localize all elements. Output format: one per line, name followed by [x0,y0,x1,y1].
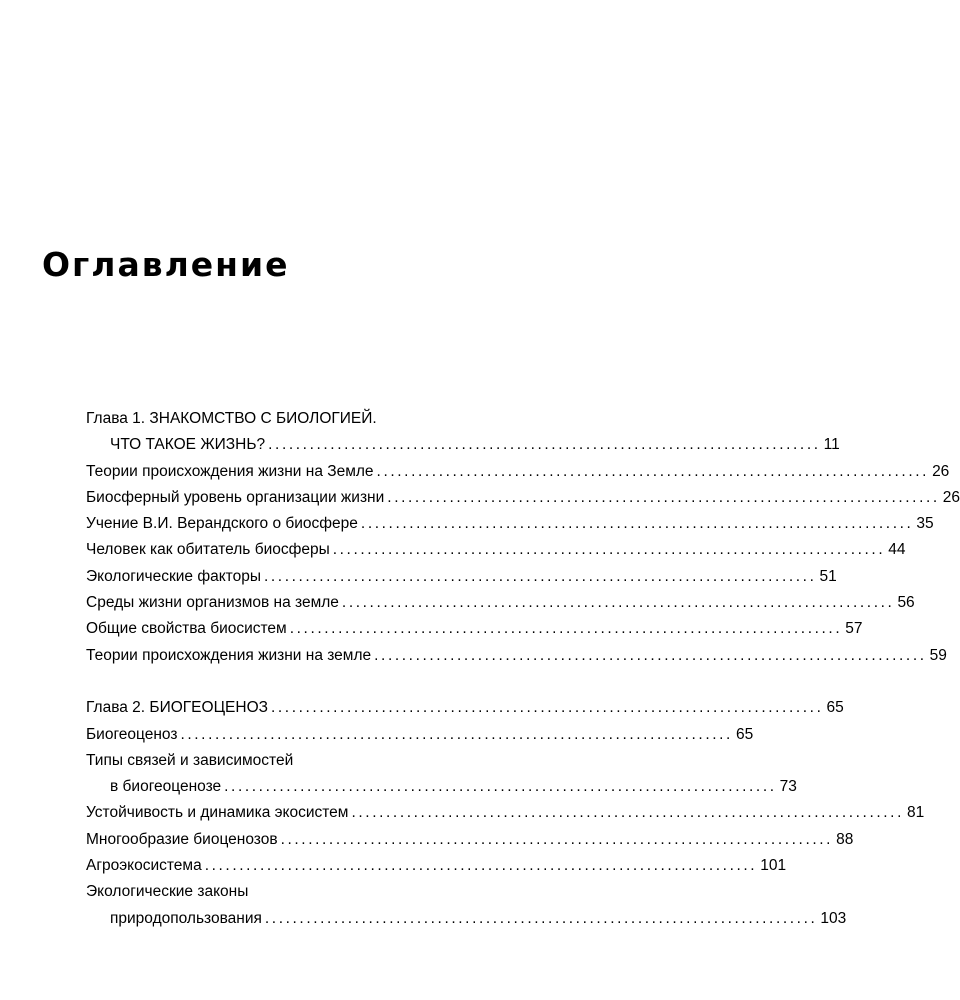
toc-entry[interactable] [86,537,906,563]
page-number: 56 [897,594,915,612]
dot-leader: ................................................................................ [374,646,927,664]
dot-leader: ................................................................................ [351,804,904,822]
page-number: 59 [929,646,947,664]
toc-entry[interactable] [86,485,960,511]
toc-entry-label-cont: природопользования [110,909,262,927]
chapter-1-title-cont[interactable] [86,432,840,458]
page-number: 81 [906,804,925,822]
toc-entry-label: Агроэкосистема [86,857,202,875]
chapter-1-title-line1: Глава 1. ЗНАКОМСТВО С БИОЛОГИЕЙ. [86,410,377,427]
chapter-2-title[interactable] [86,695,844,721]
toc-entry[interactable] [86,643,947,669]
page-number: 65 [826,699,844,717]
toc-entry-label: Экологические законы [86,883,249,901]
toc-entry-label: Теории происхождения жизни на земле [86,646,372,664]
toc-entry[interactable] [86,511,934,537]
chapter-1-title[interactable] [86,406,514,432]
toc-entry-label: Экологические факторы [86,567,261,585]
toc-entry-label: Устойчивость и динамика экосистем [86,804,349,822]
toc-entry-label: Биосферный уровень организации жизни [86,488,385,506]
page-number: 26 [932,462,950,480]
page-number: 11 [823,436,840,454]
dot-leader: ................................................................................ [224,778,777,796]
dot-leader: ................................................................................ [180,725,733,743]
toc-entry[interactable] [86,827,854,853]
page-number: 103 [820,909,847,927]
page-number: 26 [942,488,960,506]
page-number: 101 [760,857,787,875]
dot-leader: ................................................................................ [376,462,930,480]
page-number: 65 [735,725,754,743]
toc-entry-line1[interactable] [86,748,514,774]
toc-entry-label: Типы связей и зависимостей [86,751,294,769]
toc-entry-line2[interactable] [86,774,797,800]
dot-leader: ................................................................................ [268,436,821,454]
toc-entry[interactable] [86,564,837,590]
page-title: Оглавление [42,245,290,284]
page-number: 51 [819,567,837,585]
dot-leader: ................................................................................ [387,488,940,506]
dot-leader: ................................................................................ [264,909,818,927]
toc-entry-label: Многообразие биоценозов [86,830,278,848]
toc-entry[interactable] [86,853,787,879]
toc-entry[interactable] [86,616,863,642]
dot-leader: ................................................................................ [289,620,843,638]
chapter-1-title-line2: ЧТО ТАКОЕ ЖИЗНЬ? [110,436,266,454]
page-number: 35 [916,515,934,533]
page-number: 73 [779,778,797,796]
toc-entry[interactable] [86,722,754,748]
table-of-contents [86,406,960,932]
dot-leader: ................................................................................ [360,515,914,533]
toc-entry-label: Среды жизни организмов на земле [86,594,339,612]
toc-entry-label: Биогеоценоз [86,725,178,743]
toc-entry-line2[interactable] [86,906,847,932]
page-number: 44 [888,541,906,559]
toc-entry-label: Учение В.И. Верандского о биосфере [86,515,358,533]
dot-leader: ................................................................................ [204,857,758,875]
dot-leader: ................................................................................ [263,567,817,585]
toc-entry[interactable] [86,590,915,616]
dot-leader: ................................................................................ [332,541,886,559]
page-number: 57 [845,620,863,638]
toc-entry[interactable] [86,459,950,485]
chapter-2-title-line1: Глава 2. БИОГЕОЦЕНОЗ [86,699,268,717]
chapter-spacer [86,669,514,695]
toc-entry-line1[interactable] [86,879,514,905]
toc-entry-label: Человек как обитатель биосферы [86,541,330,559]
toc-entry-label: Теории происхождения жизни на Земле [86,462,374,480]
dot-leader: ................................................................................ [270,699,824,717]
toc-entry-label: Общие свойства биосистем [86,620,287,638]
dot-leader: ................................................................................ [280,830,834,848]
toc-entry-label-cont: в биогеоценозе [110,778,222,796]
page-number: 88 [836,830,854,848]
dot-leader: ................................................................................ [341,594,895,612]
toc-entry[interactable] [86,800,925,826]
